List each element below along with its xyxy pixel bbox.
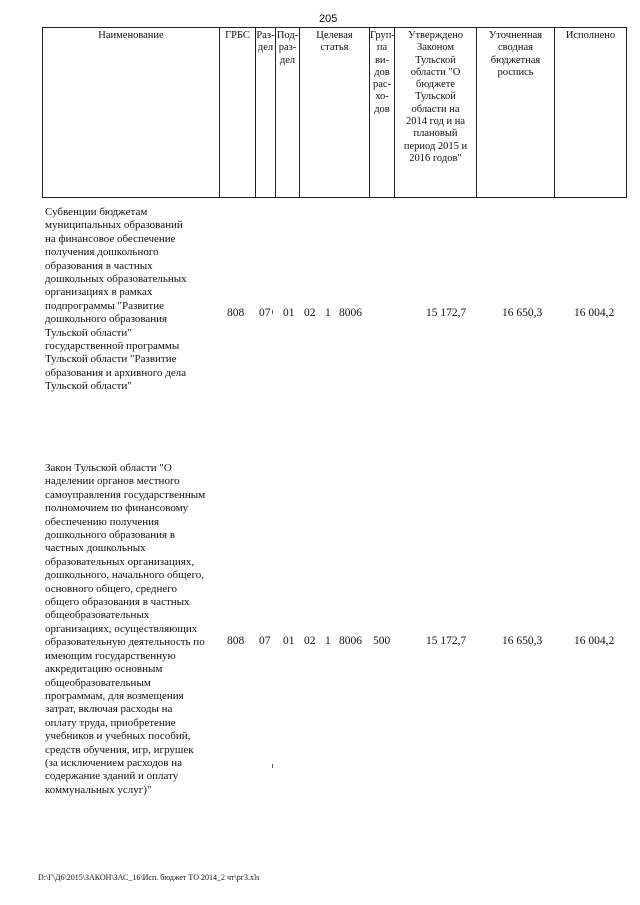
table-header [42,27,627,198]
row-2-executed: 16 004,2 [574,635,615,647]
header-approved: Утверждено Законом Тульской области "О бюджете Тульской области на 2014 год и на плановый период 2015 и 2016 годов" [394,28,476,197]
row-1-refined: 16 650,3 [502,307,543,319]
header-refined: Уточненная сводная бюджетная роспись [476,28,554,197]
header-subsection: Под- раз- дел [275,28,299,197]
header-executed: Исполнено [554,28,627,197]
row-2-subsection: 01 [283,635,295,647]
page-number: 205 [319,13,338,25]
row-2-group: 500 [373,635,391,647]
row-1-approved: 15 172,7 [426,307,467,319]
row-1-section: 07 [259,307,271,319]
scan-speck [272,764,273,768]
header-grbs: ГРБС [219,28,255,197]
row-1-name: Субвенции бюджетам муниципальных образований на финансовое обеспечение получения дошкольного образования в частных дошкольных образовательных организациях в рамках подпрограммы "Развитие дошкольного образования Тульской области" государственной программы Тульской области "Развитие образования и архивного дела Тульской области" [45,206,187,393]
row-2-article-2: 1 [325,635,331,647]
row-1-executed: 16 004,2 [574,307,615,319]
header-name: Наименование [42,28,219,197]
header-expense-group: Груп- па ви- дов рас- хо- дов [369,28,394,197]
row-1-grbs: 808 [227,307,245,319]
scan-speck [272,310,273,314]
row-1-subsection: 01 [283,307,295,319]
row-2-refined: 16 650,3 [502,635,543,647]
header-section: Раз- дел [255,28,275,197]
row-2-article-3: 8006 [339,635,362,647]
row-1-article-2: 1 [325,307,331,319]
row-2-approved: 15 172,7 [426,635,467,647]
file-path-footer: D:\Г\Д6\2015\ЗАКОН\ЗАС_16\Исп. бюджет ТО 2014_2 чт\рг3.xls [38,873,260,882]
row-2-name: Закон Тульской области "О наделении органов местного самоуправления государственным полномочием по финансовому обеспечению получения дошкольного образования в частных дошкольных образовательных организациях, дошкольного, начального общего, основного общего, среднего общего образования в частных общеобразовательных организациях, осуществляющих образовательную деятельность по имеющим государственную аккредитацию основным общеобразовательным программам, для возмещения затрат, включая расходы на оплату труда, приобретение учебников и учебных пособий, средств обучения, игр, игрушек (за исключением расходов на содержание зданий и оплату коммунальных услуг)" [45,462,206,796]
row-2-article-1: 02 [304,635,316,647]
row-1-article-3: 8006 [339,307,362,319]
row-2-grbs: 808 [227,635,245,647]
row-2-section: 07 [259,635,271,647]
row-1-article-1: 02 [304,307,316,319]
header-target-article: Целевая статья [299,28,369,197]
